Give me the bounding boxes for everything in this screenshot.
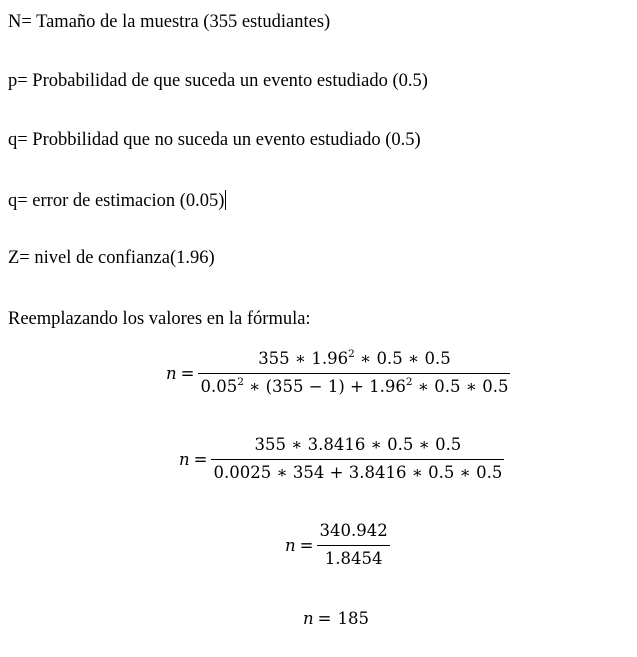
denominator: [198, 374, 510, 396]
equals-sign: =: [180, 363, 195, 383]
numerator-term: 355 ∗ 1.96: [258, 349, 349, 368]
numerator: 340.942: [319, 521, 388, 540]
formula-intro: Reemplazando los valores en la fórmula:: [8, 309, 311, 329]
denominator: 1.8454: [324, 548, 383, 568]
text-cursor: [225, 190, 226, 210]
definition-probability-failure: q= Probbilidad que no suceda un evento estudiado (0.5): [8, 130, 421, 150]
denominator: 0.0025 ∗ 354 + 3.8416 ∗ 0.5 ∗ 0.5: [213, 462, 503, 482]
equation-2: [179, 437, 504, 481]
numerator: 355 ∗ 3.8416 ∗ 0.5 ∗ 0.5: [254, 435, 462, 454]
fraction: [317, 523, 389, 567]
definition-confidence-level: Z= nivel de confianza(1.96): [8, 248, 215, 268]
equation-1: [166, 348, 510, 396]
numerator: [256, 348, 453, 373]
exponent: 2: [348, 348, 355, 360]
exponent: 2: [405, 375, 413, 388]
fraction: [211, 437, 504, 481]
equals-sign: =: [193, 449, 208, 469]
numerator-term: ∗ 0.5 ∗ 0.5: [354, 349, 451, 368]
equals-sign: =: [299, 535, 314, 555]
equation-variable: n: [166, 363, 177, 383]
exponent: 2: [237, 375, 244, 388]
denominator-term: 0.05: [200, 376, 238, 396]
denominator-term: ∗ (355 − 1) + 1.96: [243, 376, 406, 396]
equals-sign: =: [317, 609, 332, 628]
fraction: [198, 348, 510, 396]
equation-variable: n: [285, 535, 296, 555]
equation-variable: n: [179, 449, 190, 469]
definition-probability-success: p= Probabilidad de que suceda un evento estudiado (0.5): [8, 71, 428, 91]
definition-sample-size: N= Tamaño de la muestra (355 estudiantes): [8, 12, 331, 32]
definition-estimation-error-text: q= error de estimacion (0.05): [8, 191, 225, 211]
equation-4: [303, 609, 369, 628]
equation-variable: n: [303, 609, 314, 628]
denominator-term: ∗ 0.5 ∗ 0.5: [412, 376, 509, 396]
result-value: 185: [337, 609, 369, 628]
equation-3: [285, 523, 390, 567]
definition-estimation-error: [8, 190, 226, 211]
